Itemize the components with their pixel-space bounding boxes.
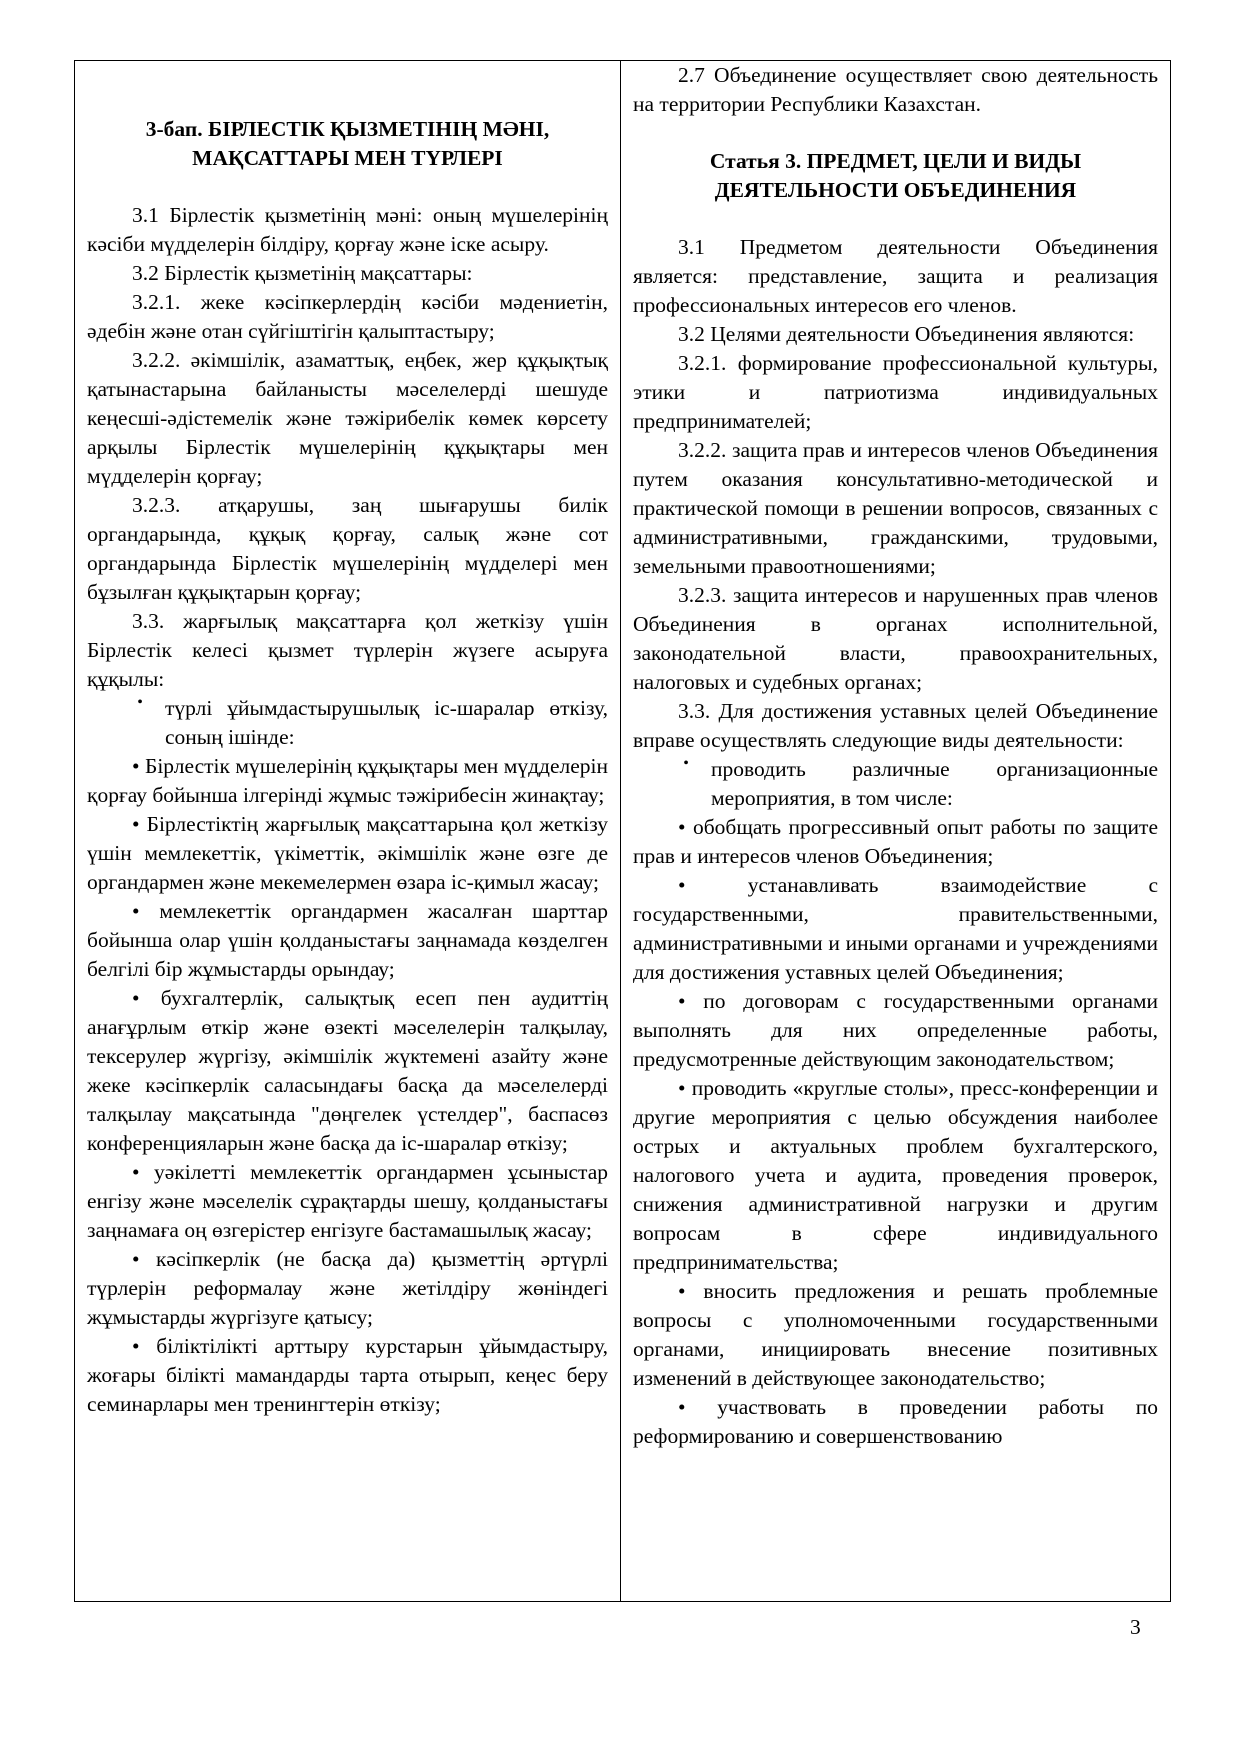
bullet-item <box>633 755 1158 813</box>
kazakh-column <box>75 61 621 1601</box>
list-item: • бухгалтерлік, салықтық есеп пен аудиттің анағұрлым өткір және өзекті мәселелерін талқылау, тексерулер жүргізу, әкімшілік жүктемені азайту және жеке кәсіпкерлік саласындағы басқа да мәселелерді талқылау мақсатында "дөңгелек үстелдер", баспасөз конференцияларын және басқа да іс-шаралар өткізу; <box>87 986 608 1155</box>
heading-line-1: 3-бап. БІРЛЕСТІК ҚЫЗМЕТІНІҢ МӘНІ, <box>145 117 550 141</box>
list-item: • вносить предложения и решать проблемные вопросы с уполномоченными государственными органами, инициировать внесение позитивных изменений в действующее законодательство; <box>633 1279 1158 1390</box>
paragraph: 3.2 Бірлестік қызметінің мақсаттары: <box>132 261 473 285</box>
list-item: • мемлекеттік органдармен жасалған шарттар бойынша олар үшін қолданыстағы заңнамада көзделген белгілі бір жұмыстарды орындау; <box>87 899 608 981</box>
bullet-icon: • <box>137 694 143 711</box>
paragraph: 2.7 Объединение осуществляет свою деятельность на территории Республики Казахстан. <box>633 63 1158 116</box>
list-item: • проводить «круглые столы», пресс-конференции и другие мероприятия с целью обсуждения наиболее острых и актуальных проблем бухгалтерского, налогового учета и аудита, проведения проверок, снижения административной нагрузки и другим вопросам в сфере индивидуального предпринимательства; <box>633 1076 1158 1274</box>
heading-line-2: ДЕЯТЕЛЬНОСТИ ОБЪЕДИНЕНИЯ <box>714 178 1077 202</box>
page-number: 3 <box>1130 1615 1141 1639</box>
list-item: • Бірлестік мүшелерінің құқықтары мен мүдделерін қорғау бойынша ілгерінді жұмыс тәжірибесін жинақтау; <box>87 754 608 807</box>
heading-line-1: Статья 3. ПРЕДМЕТ, ЦЕЛИ И ВИДЫ <box>709 149 1082 173</box>
list-item: • уәкілетті мемлекеттік органдармен ұсыныстар енгізу және мәселелік сұрақтарды шешу, қолданыстағы заңнамаға оң өзгерістер енгізуге бастамашылық жасау; <box>87 1160 608 1242</box>
section-heading-kz <box>87 115 608 173</box>
list-item: • обобщать прогрессивный опыт работы по защите прав и интересов членов Объединения; <box>633 815 1158 868</box>
bullet-text: проводить различные организационные мероприятия, в том числе: <box>711 757 1158 810</box>
paragraph: 3.3. жарғылық мақсаттарға қол жеткізу үшін Бірлестік келесі қызмет түрлерін жүзеге асыруға құқылы: <box>87 609 608 691</box>
paragraph: 3.2.2. защита прав и интересов членов Объединения путем оказания консультативно-методической и практической помощи в решении вопросов, связанных с административными, гражданскими, трудовыми, земельными правоотношениями; <box>633 438 1158 578</box>
list-item: • устанавливать взаимодействие с государственными, правительственными, административными и иными органами и учреждениями для достижения уставных целей Объединения; <box>633 873 1158 984</box>
paragraph: 3.2.3. атқарушы, заң шығарушы билік органдарында, құқық қорғау, салық және сот органдарында Бірлестік мүшелерінің мүдделері мен бұзылған құқықтарын қорғау; <box>87 493 608 604</box>
paragraph: 3.1 Бірлестік қызметінің мәні: оның мүшелерінің кәсіби мүдделерін білдіру, қорғау және іске асыру. <box>87 203 608 256</box>
list-item: • участвовать в проведении работы по реформированию и совершенствованию <box>633 1395 1158 1448</box>
paragraph: 3.2 Целями деятельности Объединения являются: <box>678 322 1135 346</box>
list-item: • по договорам с государственными органами выполнять для них определенные работы, предусмотренные действующим законодательством; <box>633 989 1158 1071</box>
list-item: • біліктілікті арттыру курстарын ұйымдастыру, жоғары білікті мамандарды тарта отырып, кеңес беру семинарлары мен тренингтерін өткізу; <box>87 1334 608 1416</box>
bullet-text: түрлі ұйымдастырушылық іс-шаралар өткізу, соның ішінде: <box>165 696 608 749</box>
bilingual-table <box>74 60 1171 1602</box>
paragraph: 3.3. Для достижения уставных целей Объединение вправе осуществлять следующие виды деятельности: <box>633 699 1158 752</box>
list-item: • Бірлестіктің жарғылық мақсаттарына қол жеткізу үшін мемлекеттік, үкіметтік, әкімшілік және өзге де органдармен және мекемелермен өзара іс-қимыл жасау; <box>87 812 608 894</box>
paragraph: 3.2.1. жеке кәсіпкерлердің кәсіби мәдениетін, әдебін және отан сүйгіштігін қалыптастыру; <box>87 290 608 343</box>
paragraph: 3.1 Предметом деятельности Объединения является: представление, защита и реализация профессиональных интересов его членов. <box>633 235 1158 317</box>
bullet-item <box>87 694 608 752</box>
paragraph: 3.2.1. формирование профессиональной культуры, этики и патриотизма индивидуальных предпринимателей; <box>633 351 1158 433</box>
russian-column <box>621 61 1170 1601</box>
heading-line-2: МАҚСАТТАРЫ МЕН ТҮРЛЕРІ <box>192 146 503 170</box>
paragraph: 3.2.2. әкімшілік, азаматтық, еңбек, жер құқықтық қатынастарына байланысты мәселелерді шешуде кеңесші-әдістемелік және тәжірибелік көмек көрсету арқылы Бірлестік мүшелерінің құқықтары мен мүдделерін қорғау; <box>87 348 608 488</box>
list-item: • кәсіпкерлік (не басқа да) қызметтің әртүрлі түрлерін реформалау және жетілдіру жөніндегі жұмыстарды жүргізуге қатысу; <box>87 1247 608 1329</box>
paragraph: 3.2.3. защита интересов и нарушенных прав членов Объединения в органах исполнительной, законодательной власти, правоохранительных, налоговых и судебных органах; <box>633 583 1158 694</box>
bullet-icon: • <box>683 755 689 772</box>
section-heading-ru <box>633 147 1158 205</box>
